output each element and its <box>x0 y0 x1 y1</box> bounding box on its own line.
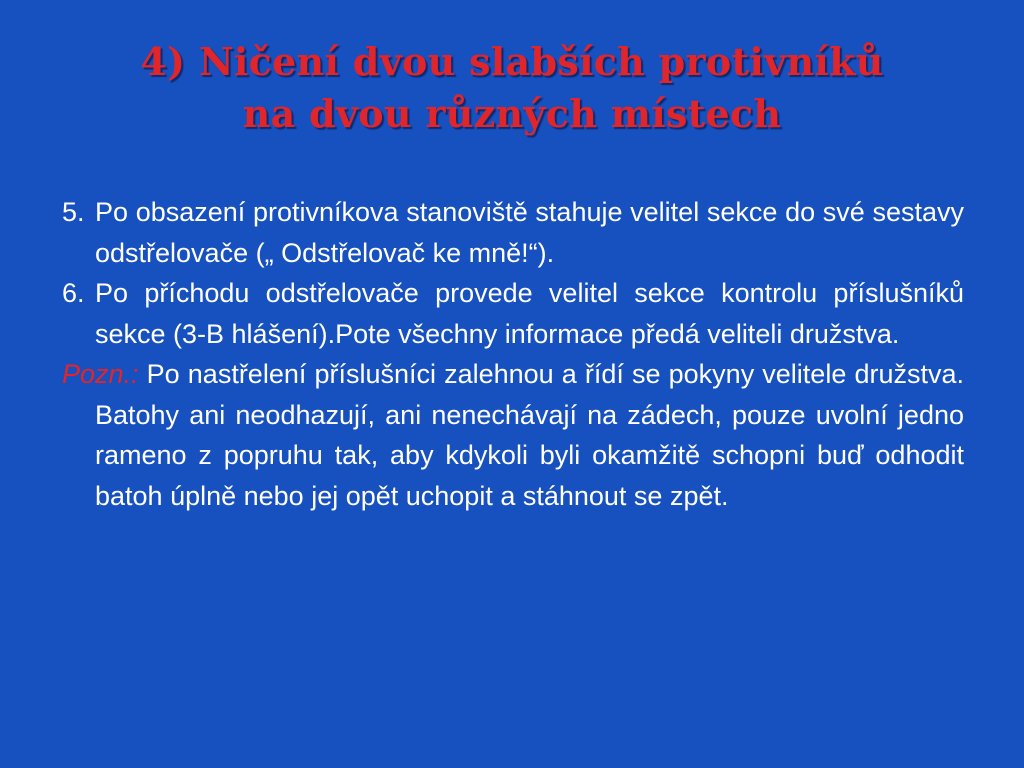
list-item-6 <box>62 273 964 354</box>
list-item-text: Po příchodu odstřelovače provede velitel sekce kontrolu příslušníků sekce (3-B hlášení).Pote všechny informace předá veliteli družstva. <box>95 278 964 349</box>
list-item-marker: 5. <box>62 197 85 227</box>
slide-title-line-1: 4) Ničení dvou slabších protivníků <box>140 39 884 84</box>
note-label: Pozn.: <box>62 359 139 389</box>
slide-body <box>62 192 964 516</box>
note-text: Po nastřelení příslušníci zalehnou a řídí se pokyny velitele družstva. Batohy ani neodhazují, ani nenechávají na zádech, pouze uvolní jedno rameno z popruhu tak, aby kdykoli byli okamžitě schopni buď odhodit batoh úplně nebo jej opět uchopit a stáhnout se zpět. <box>95 359 964 511</box>
list-item-marker: 6. <box>62 278 85 308</box>
slide-title-line-2: na dvou různých místech <box>242 91 782 136</box>
list-item-5 <box>62 192 964 273</box>
slide-title <box>40 36 984 140</box>
note-paragraph <box>62 354 964 516</box>
list-item-text: Po obsazení protivníkova stanoviště stahuje velitel sekce do své sestavy odstřelovače („ Odstřelovač ke mně!“). <box>95 197 964 268</box>
